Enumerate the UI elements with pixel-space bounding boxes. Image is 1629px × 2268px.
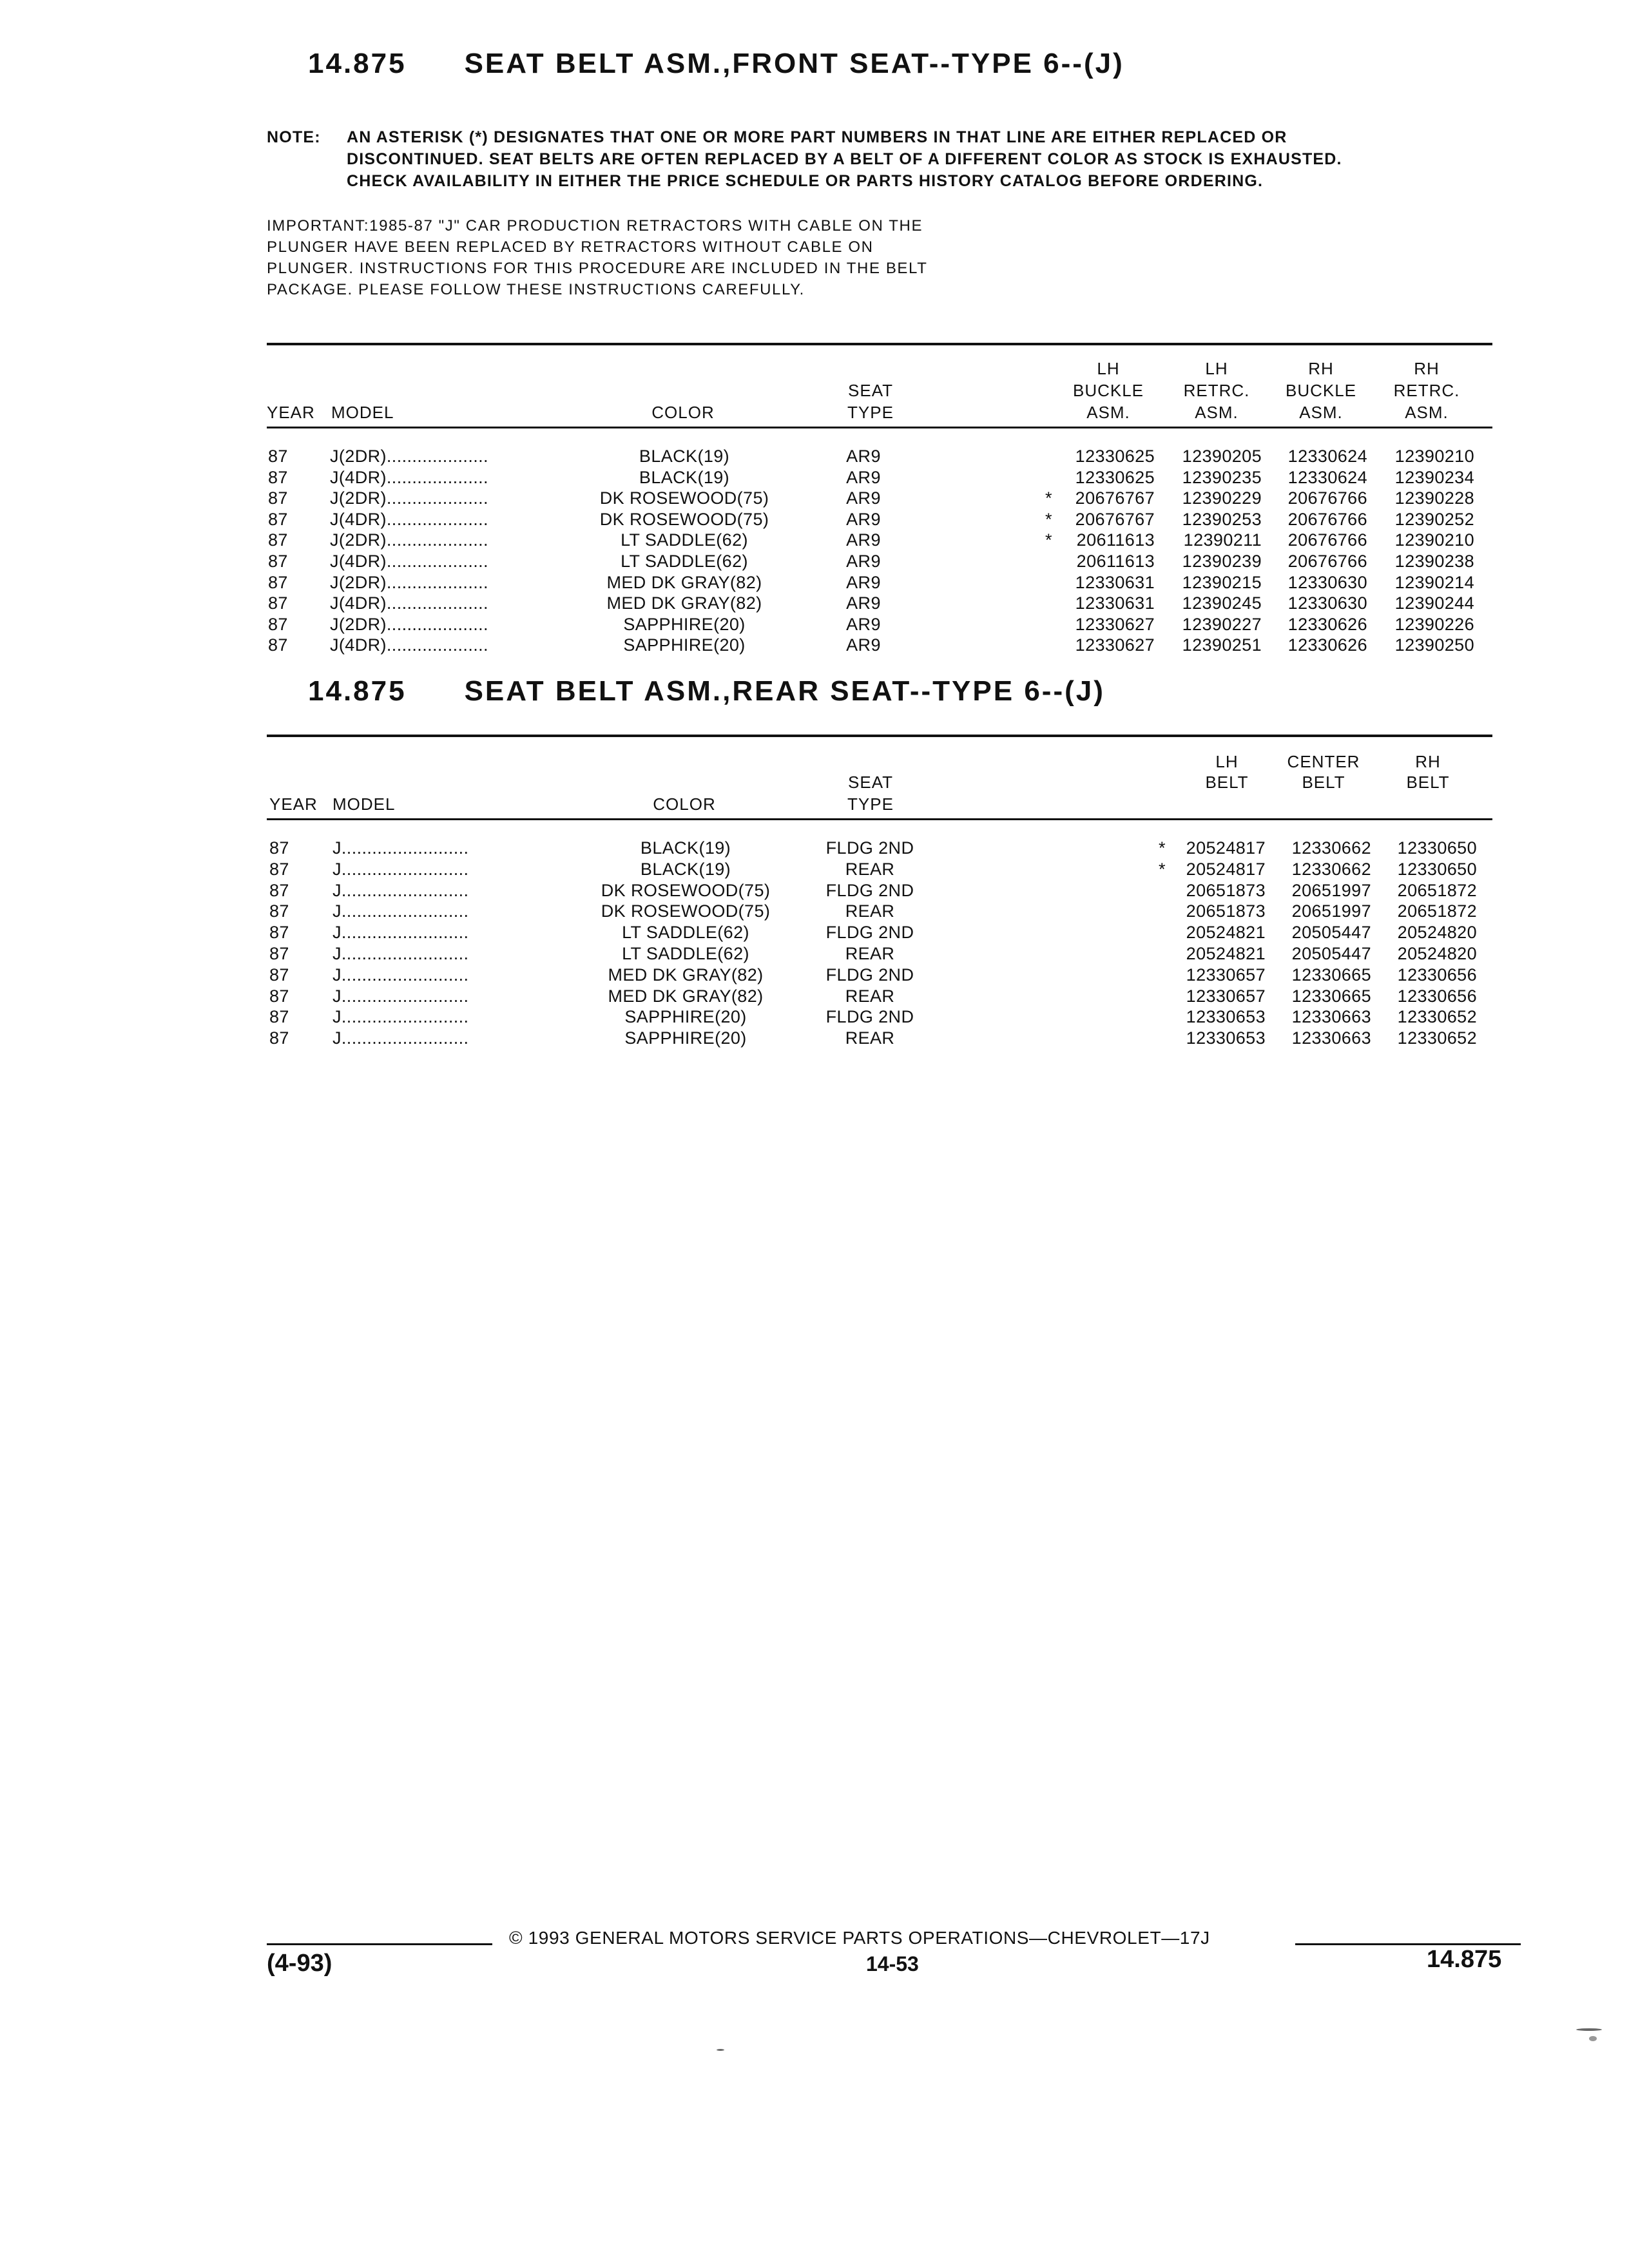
header-lh-buckle-3: ASM. bbox=[1086, 403, 1130, 422]
model-cell: J(2DR).................... bbox=[330, 488, 488, 508]
center-belt-cell: 20505447 bbox=[1291, 923, 1371, 943]
footer-date: (4-93) bbox=[267, 1950, 333, 1977]
color-cell: DK ROSEWOOD(75) bbox=[601, 901, 771, 921]
important-line: PLUNGER HAVE BEEN REPLACED BY RETRACTORS WITHOUT CABLE ON bbox=[267, 238, 874, 256]
rear-section-heading bbox=[308, 675, 1105, 707]
color-cell: LT SADDLE(62) bbox=[621, 530, 748, 550]
table-row bbox=[0, 901, 1629, 922]
seat-type-cell: FLDG 2ND bbox=[825, 965, 914, 985]
color-cell: LT SADDLE(62) bbox=[621, 552, 748, 571]
lh-retrc-cell: 12390211 bbox=[1183, 530, 1262, 550]
year-cell: 87 bbox=[268, 467, 288, 487]
center-belt-cell: 12330662 bbox=[1291, 838, 1371, 858]
model-cell: J......................... bbox=[333, 859, 469, 879]
footer-page-number: 14-53 bbox=[866, 1952, 919, 1975]
table-row bbox=[0, 1028, 1629, 1049]
header-rear-seat-2: TYPE bbox=[847, 794, 894, 814]
seat-type-cell: FLDG 2ND bbox=[825, 1007, 914, 1027]
lh-retrc-cell: 12390205 bbox=[1182, 447, 1262, 466]
rh-buckle-cell: 12330624 bbox=[1287, 447, 1367, 466]
center-belt-cell: 12330665 bbox=[1291, 965, 1371, 985]
rh-belt-cell: 12330656 bbox=[1397, 965, 1477, 985]
year-cell: 87 bbox=[268, 593, 288, 613]
color-cell: SAPPHIRE(20) bbox=[624, 1028, 747, 1048]
header-rh-belt-2: BELT bbox=[1406, 773, 1450, 792]
front-section-title: SEAT BELT ASM.,FRONT SEAT--TYPE 6--(J) bbox=[464, 48, 1124, 79]
header-rh-buckle-3: ASM. bbox=[1299, 403, 1343, 422]
lh-belt-cell: 12330653 bbox=[1186, 1028, 1266, 1048]
center-belt-cell: 12330665 bbox=[1291, 986, 1371, 1006]
table-row bbox=[0, 1006, 1629, 1028]
rh-belt-cell: 12330652 bbox=[1397, 1007, 1477, 1027]
rh-belt-cell: 12330656 bbox=[1397, 986, 1477, 1006]
table-row bbox=[0, 635, 1629, 656]
color-cell: MED DK GRAY(82) bbox=[606, 572, 762, 592]
lh-buckle-cell: 12330627 bbox=[1075, 635, 1155, 655]
rh-belt-cell: 12330652 bbox=[1397, 1028, 1477, 1048]
table-row bbox=[0, 467, 1629, 488]
lh-retrc-cell: 12390215 bbox=[1182, 572, 1262, 592]
lh-belt-cell: 20524817 bbox=[1186, 859, 1266, 879]
footer-copyright: © 1993 GENERAL MOTORS SERVICE PARTS OPERATIONS—CHEVROLET—17J bbox=[509, 1928, 1210, 1948]
lh-retrc-cell: 12390245 bbox=[1182, 593, 1262, 613]
color-cell: MED DK GRAY(82) bbox=[606, 593, 762, 613]
table-row bbox=[0, 986, 1629, 1007]
rh-retrc-cell: 12390210 bbox=[1394, 530, 1474, 550]
note-line: AN ASTERISK (*) DESIGNATES THAT ONE OR MORE PART NUMBERS IN THAT LINE ARE EITHER REPLACED OR bbox=[347, 128, 1287, 146]
rh-belt-cell: 20524820 bbox=[1397, 944, 1477, 963]
important-line: PACKAGE. PLEASE FOLLOW THESE INSTRUCTIONS CAREFULLY. bbox=[267, 281, 805, 298]
header-center-belt-2: BELT bbox=[1302, 773, 1345, 792]
model-cell: J(4DR).................... bbox=[330, 467, 488, 487]
model-cell: J(4DR).................... bbox=[330, 635, 488, 655]
rh-belt-cell: 12330650 bbox=[1397, 838, 1477, 858]
year-cell: 87 bbox=[268, 572, 288, 592]
front-section-heading bbox=[308, 48, 1124, 80]
table-row bbox=[0, 965, 1629, 986]
replaced-marker: * bbox=[1045, 509, 1052, 529]
table-row bbox=[0, 614, 1629, 635]
rh-buckle-cell: 12330626 bbox=[1287, 635, 1367, 655]
header-lh-retrc-1: LH bbox=[1205, 359, 1228, 378]
rh-retrc-cell: 12390226 bbox=[1394, 614, 1474, 634]
lh-belt-cell: 20651873 bbox=[1186, 901, 1266, 921]
color-cell: SAPPHIRE(20) bbox=[623, 614, 746, 634]
model-cell: J......................... bbox=[333, 838, 469, 858]
seat-type-cell: AR9 bbox=[846, 593, 881, 613]
model-cell: J......................... bbox=[333, 923, 469, 943]
seat-type-cell: AR9 bbox=[846, 530, 881, 550]
color-cell: MED DK GRAY(82) bbox=[608, 986, 764, 1006]
header-color: COLOR bbox=[651, 403, 715, 422]
footer-rule-right bbox=[1295, 1943, 1521, 1945]
header-lh-belt-2: BELT bbox=[1205, 773, 1249, 792]
scan-speck bbox=[1589, 2036, 1597, 2041]
table-row bbox=[0, 530, 1629, 551]
model-cell: J(4DR).................... bbox=[330, 552, 488, 571]
note-label: NOTE: bbox=[267, 128, 321, 146]
header-lh-belt-1: LH bbox=[1215, 752, 1239, 771]
rh-retrc-cell: 12390228 bbox=[1394, 488, 1474, 508]
model-cell: J......................... bbox=[333, 965, 469, 985]
note-line: DISCONTINUED. SEAT BELTS ARE OFTEN REPLACED BY A BELT OF A DIFFERENT COLOR AS STOCK IS EXHAUSTED. bbox=[347, 150, 1342, 168]
lh-retrc-cell: 12390251 bbox=[1182, 635, 1262, 655]
seat-type-cell: REAR bbox=[845, 944, 895, 963]
year-cell: 87 bbox=[269, 944, 289, 963]
center-belt-cell: 12330663 bbox=[1291, 1028, 1371, 1048]
year-cell: 87 bbox=[269, 1007, 289, 1027]
color-cell: BLACK(19) bbox=[639, 447, 730, 466]
rh-retrc-cell: 12390234 bbox=[1394, 467, 1474, 487]
header-rh-buckle-1: RH bbox=[1308, 359, 1334, 378]
table-row bbox=[0, 859, 1629, 880]
rh-retrc-cell: 12390252 bbox=[1394, 509, 1474, 529]
year-cell: 87 bbox=[269, 923, 289, 943]
table-row bbox=[0, 488, 1629, 509]
table-row bbox=[0, 551, 1629, 572]
header-rh-buckle-2: BUCKLE bbox=[1285, 381, 1357, 400]
rear-table-header-rule bbox=[267, 818, 1492, 820]
lh-retrc-cell: 12390227 bbox=[1182, 614, 1262, 634]
header-year: YEAR bbox=[267, 403, 315, 422]
header-model: MODEL bbox=[331, 403, 394, 422]
model-cell: J......................... bbox=[333, 901, 469, 921]
rh-buckle-cell: 20676766 bbox=[1287, 530, 1367, 550]
center-belt-cell: 12330662 bbox=[1291, 859, 1371, 879]
header-seat-2: TYPE bbox=[847, 403, 894, 422]
seat-type-cell: REAR bbox=[845, 1028, 895, 1048]
year-cell: 87 bbox=[268, 530, 288, 550]
year-cell: 87 bbox=[269, 1028, 289, 1048]
table-row bbox=[0, 943, 1629, 965]
front-section-number: 14.875 bbox=[308, 48, 407, 79]
header-rear-seat-1: SEAT bbox=[848, 773, 893, 792]
rh-buckle-cell: 12330624 bbox=[1287, 467, 1367, 487]
front-table-top-rule bbox=[267, 343, 1492, 345]
lh-buckle-cell: 20676767 bbox=[1075, 509, 1155, 529]
year-cell: 87 bbox=[269, 965, 289, 985]
year-cell: 87 bbox=[268, 552, 288, 571]
seat-type-cell: AR9 bbox=[846, 447, 881, 466]
header-rh-retrc-2: RETRC. bbox=[1393, 381, 1460, 400]
lh-buckle-cell: 20611613 bbox=[1076, 530, 1155, 550]
table-row bbox=[0, 922, 1629, 943]
color-cell: MED DK GRAY(82) bbox=[608, 965, 764, 985]
model-cell: J(4DR).................... bbox=[330, 593, 488, 613]
year-cell: 87 bbox=[269, 901, 289, 921]
rh-belt-cell: 20651872 bbox=[1397, 901, 1477, 921]
model-cell: J(2DR).................... bbox=[330, 530, 488, 550]
note-line: CHECK AVAILABILITY IN EITHER THE PRICE SCHEDULE OR PARTS HISTORY CATALOG BEFORE ORDERING. bbox=[347, 172, 1264, 190]
rh-buckle-cell: 20676766 bbox=[1287, 552, 1367, 571]
table-row bbox=[0, 509, 1629, 530]
lh-buckle-cell: 12330625 bbox=[1075, 447, 1155, 466]
rh-belt-cell: 20651872 bbox=[1397, 880, 1477, 900]
lh-buckle-cell: 12330627 bbox=[1075, 614, 1155, 634]
year-cell: 87 bbox=[269, 859, 289, 879]
year-cell: 87 bbox=[268, 488, 288, 508]
header-rear-year: YEAR bbox=[269, 794, 318, 814]
seat-type-cell: REAR bbox=[845, 859, 895, 879]
center-belt-cell: 20505447 bbox=[1291, 944, 1371, 963]
rh-buckle-cell: 20676766 bbox=[1287, 488, 1367, 508]
color-cell: BLACK(19) bbox=[640, 859, 731, 879]
center-belt-cell: 12330663 bbox=[1291, 1007, 1371, 1027]
model-cell: J(2DR).................... bbox=[330, 614, 488, 634]
rh-retrc-cell: 12390214 bbox=[1394, 572, 1474, 592]
year-cell: 87 bbox=[269, 838, 289, 858]
lh-belt-cell: 20524817 bbox=[1186, 838, 1266, 858]
model-cell: J......................... bbox=[333, 944, 469, 963]
replaced-marker: * bbox=[1159, 859, 1166, 879]
seat-type-cell: AR9 bbox=[846, 467, 881, 487]
rh-buckle-cell: 12330630 bbox=[1287, 572, 1367, 592]
model-cell: J......................... bbox=[333, 880, 469, 900]
rh-belt-cell: 12330650 bbox=[1397, 859, 1477, 879]
important-block bbox=[267, 215, 927, 300]
header-lh-retrc-2: RETRC. bbox=[1183, 381, 1250, 400]
replaced-marker: * bbox=[1045, 488, 1052, 508]
note-text bbox=[347, 126, 1342, 192]
year-cell: 87 bbox=[269, 986, 289, 1006]
table-row bbox=[0, 838, 1629, 859]
lh-belt-cell: 20524821 bbox=[1186, 944, 1266, 963]
seat-type-cell: FLDG 2ND bbox=[825, 880, 914, 900]
lh-belt-cell: 20651873 bbox=[1186, 880, 1266, 900]
year-cell: 87 bbox=[269, 880, 289, 900]
lh-belt-cell: 12330657 bbox=[1186, 986, 1266, 1006]
color-cell: LT SADDLE(62) bbox=[622, 923, 749, 943]
seat-type-cell: AR9 bbox=[846, 552, 881, 571]
lh-belt-cell: 12330653 bbox=[1186, 1007, 1266, 1027]
seat-type-cell: AR9 bbox=[846, 614, 881, 634]
replaced-marker: * bbox=[1045, 530, 1052, 550]
seat-type-cell: AR9 bbox=[846, 488, 881, 508]
year-cell: 87 bbox=[268, 447, 288, 466]
color-cell: DK ROSEWOOD(75) bbox=[601, 880, 771, 900]
footer-section-number: 14.875 bbox=[1427, 1946, 1502, 1973]
center-belt-cell: 20651997 bbox=[1291, 880, 1371, 900]
color-cell: DK ROSEWOOD(75) bbox=[599, 488, 769, 508]
year-cell: 87 bbox=[268, 614, 288, 634]
table-row bbox=[0, 880, 1629, 901]
year-cell: 87 bbox=[268, 509, 288, 529]
seat-type-cell: AR9 bbox=[846, 572, 881, 592]
year-cell: 87 bbox=[268, 635, 288, 655]
header-rear-color: COLOR bbox=[653, 794, 716, 814]
color-cell: SAPPHIRE(20) bbox=[624, 1007, 747, 1027]
seat-type-cell: REAR bbox=[845, 901, 895, 921]
rh-buckle-cell: 12330630 bbox=[1287, 593, 1367, 613]
seat-type-cell: FLDG 2ND bbox=[825, 838, 914, 858]
footer-rule-left bbox=[267, 1943, 492, 1945]
color-cell: BLACK(19) bbox=[640, 838, 731, 858]
model-cell: J(4DR).................... bbox=[330, 509, 488, 529]
important-line: PLUNGER. INSTRUCTIONS FOR THIS PROCEDURE ARE INCLUDED IN THE BELT bbox=[267, 260, 928, 277]
header-center-belt-1: CENTER bbox=[1287, 752, 1360, 771]
center-belt-cell: 20651997 bbox=[1291, 901, 1371, 921]
table-row bbox=[0, 572, 1629, 593]
model-cell: J(2DR).................... bbox=[330, 572, 488, 592]
header-lh-buckle-2: BUCKLE bbox=[1072, 381, 1144, 400]
model-cell: J......................... bbox=[333, 986, 469, 1006]
header-lh-buckle-1: LH bbox=[1097, 359, 1120, 378]
header-rh-belt-1: RH bbox=[1415, 752, 1441, 771]
rear-table-top-rule bbox=[267, 735, 1492, 737]
lh-buckle-cell: 12330625 bbox=[1075, 467, 1155, 487]
rear-section-number: 14.875 bbox=[308, 675, 407, 707]
lh-buckle-cell: 12330631 bbox=[1075, 593, 1155, 613]
scan-speck bbox=[717, 2049, 724, 2051]
header-lh-retrc-3: ASM. bbox=[1195, 403, 1239, 422]
rear-section-title: SEAT BELT ASM.,REAR SEAT--TYPE 6--(J) bbox=[464, 675, 1105, 707]
important-line: IMPORTANT:1985-87 "J" CAR PRODUCTION RETRACTORS WITH CABLE ON THE bbox=[267, 217, 923, 235]
lh-belt-cell: 20524821 bbox=[1186, 923, 1266, 943]
color-cell: SAPPHIRE(20) bbox=[623, 635, 746, 655]
seat-type-cell: AR9 bbox=[846, 509, 881, 529]
seat-type-cell: REAR bbox=[845, 986, 895, 1006]
lh-retrc-cell: 12390239 bbox=[1182, 552, 1262, 571]
color-cell: BLACK(19) bbox=[639, 467, 730, 487]
rh-buckle-cell: 20676766 bbox=[1287, 509, 1367, 529]
color-cell: DK ROSEWOOD(75) bbox=[599, 509, 769, 529]
model-cell: J......................... bbox=[333, 1028, 469, 1048]
rh-buckle-cell: 12330626 bbox=[1287, 614, 1367, 634]
rh-belt-cell: 20524820 bbox=[1397, 923, 1477, 943]
color-cell: LT SADDLE(62) bbox=[622, 944, 749, 963]
lh-belt-cell: 12330657 bbox=[1186, 965, 1266, 985]
rh-retrc-cell: 12390238 bbox=[1394, 552, 1474, 571]
header-rh-retrc-1: RH bbox=[1414, 359, 1440, 378]
seat-type-cell: AR9 bbox=[846, 635, 881, 655]
lh-retrc-cell: 12390229 bbox=[1182, 488, 1262, 508]
scan-speck bbox=[1576, 2028, 1602, 2031]
lh-retrc-cell: 12390235 bbox=[1182, 467, 1262, 487]
table-row bbox=[0, 446, 1629, 467]
header-seat-1: SEAT bbox=[848, 381, 893, 400]
replaced-marker: * bbox=[1159, 838, 1166, 858]
front-table-header-rule bbox=[267, 427, 1492, 428]
header-rh-retrc-3: ASM. bbox=[1405, 403, 1449, 422]
rh-retrc-cell: 12390250 bbox=[1394, 635, 1474, 655]
lh-buckle-cell: 20611613 bbox=[1076, 552, 1155, 571]
rh-retrc-cell: 12390244 bbox=[1394, 593, 1474, 613]
model-cell: J(2DR).................... bbox=[330, 447, 488, 466]
rh-retrc-cell: 12390210 bbox=[1394, 447, 1474, 466]
model-cell: J......................... bbox=[333, 1007, 469, 1027]
lh-buckle-cell: 20676767 bbox=[1075, 488, 1155, 508]
header-rear-model: MODEL bbox=[333, 794, 396, 814]
seat-type-cell: FLDG 2ND bbox=[825, 923, 914, 943]
lh-retrc-cell: 12390253 bbox=[1182, 509, 1262, 529]
lh-buckle-cell: 12330631 bbox=[1075, 572, 1155, 592]
table-row bbox=[0, 593, 1629, 614]
